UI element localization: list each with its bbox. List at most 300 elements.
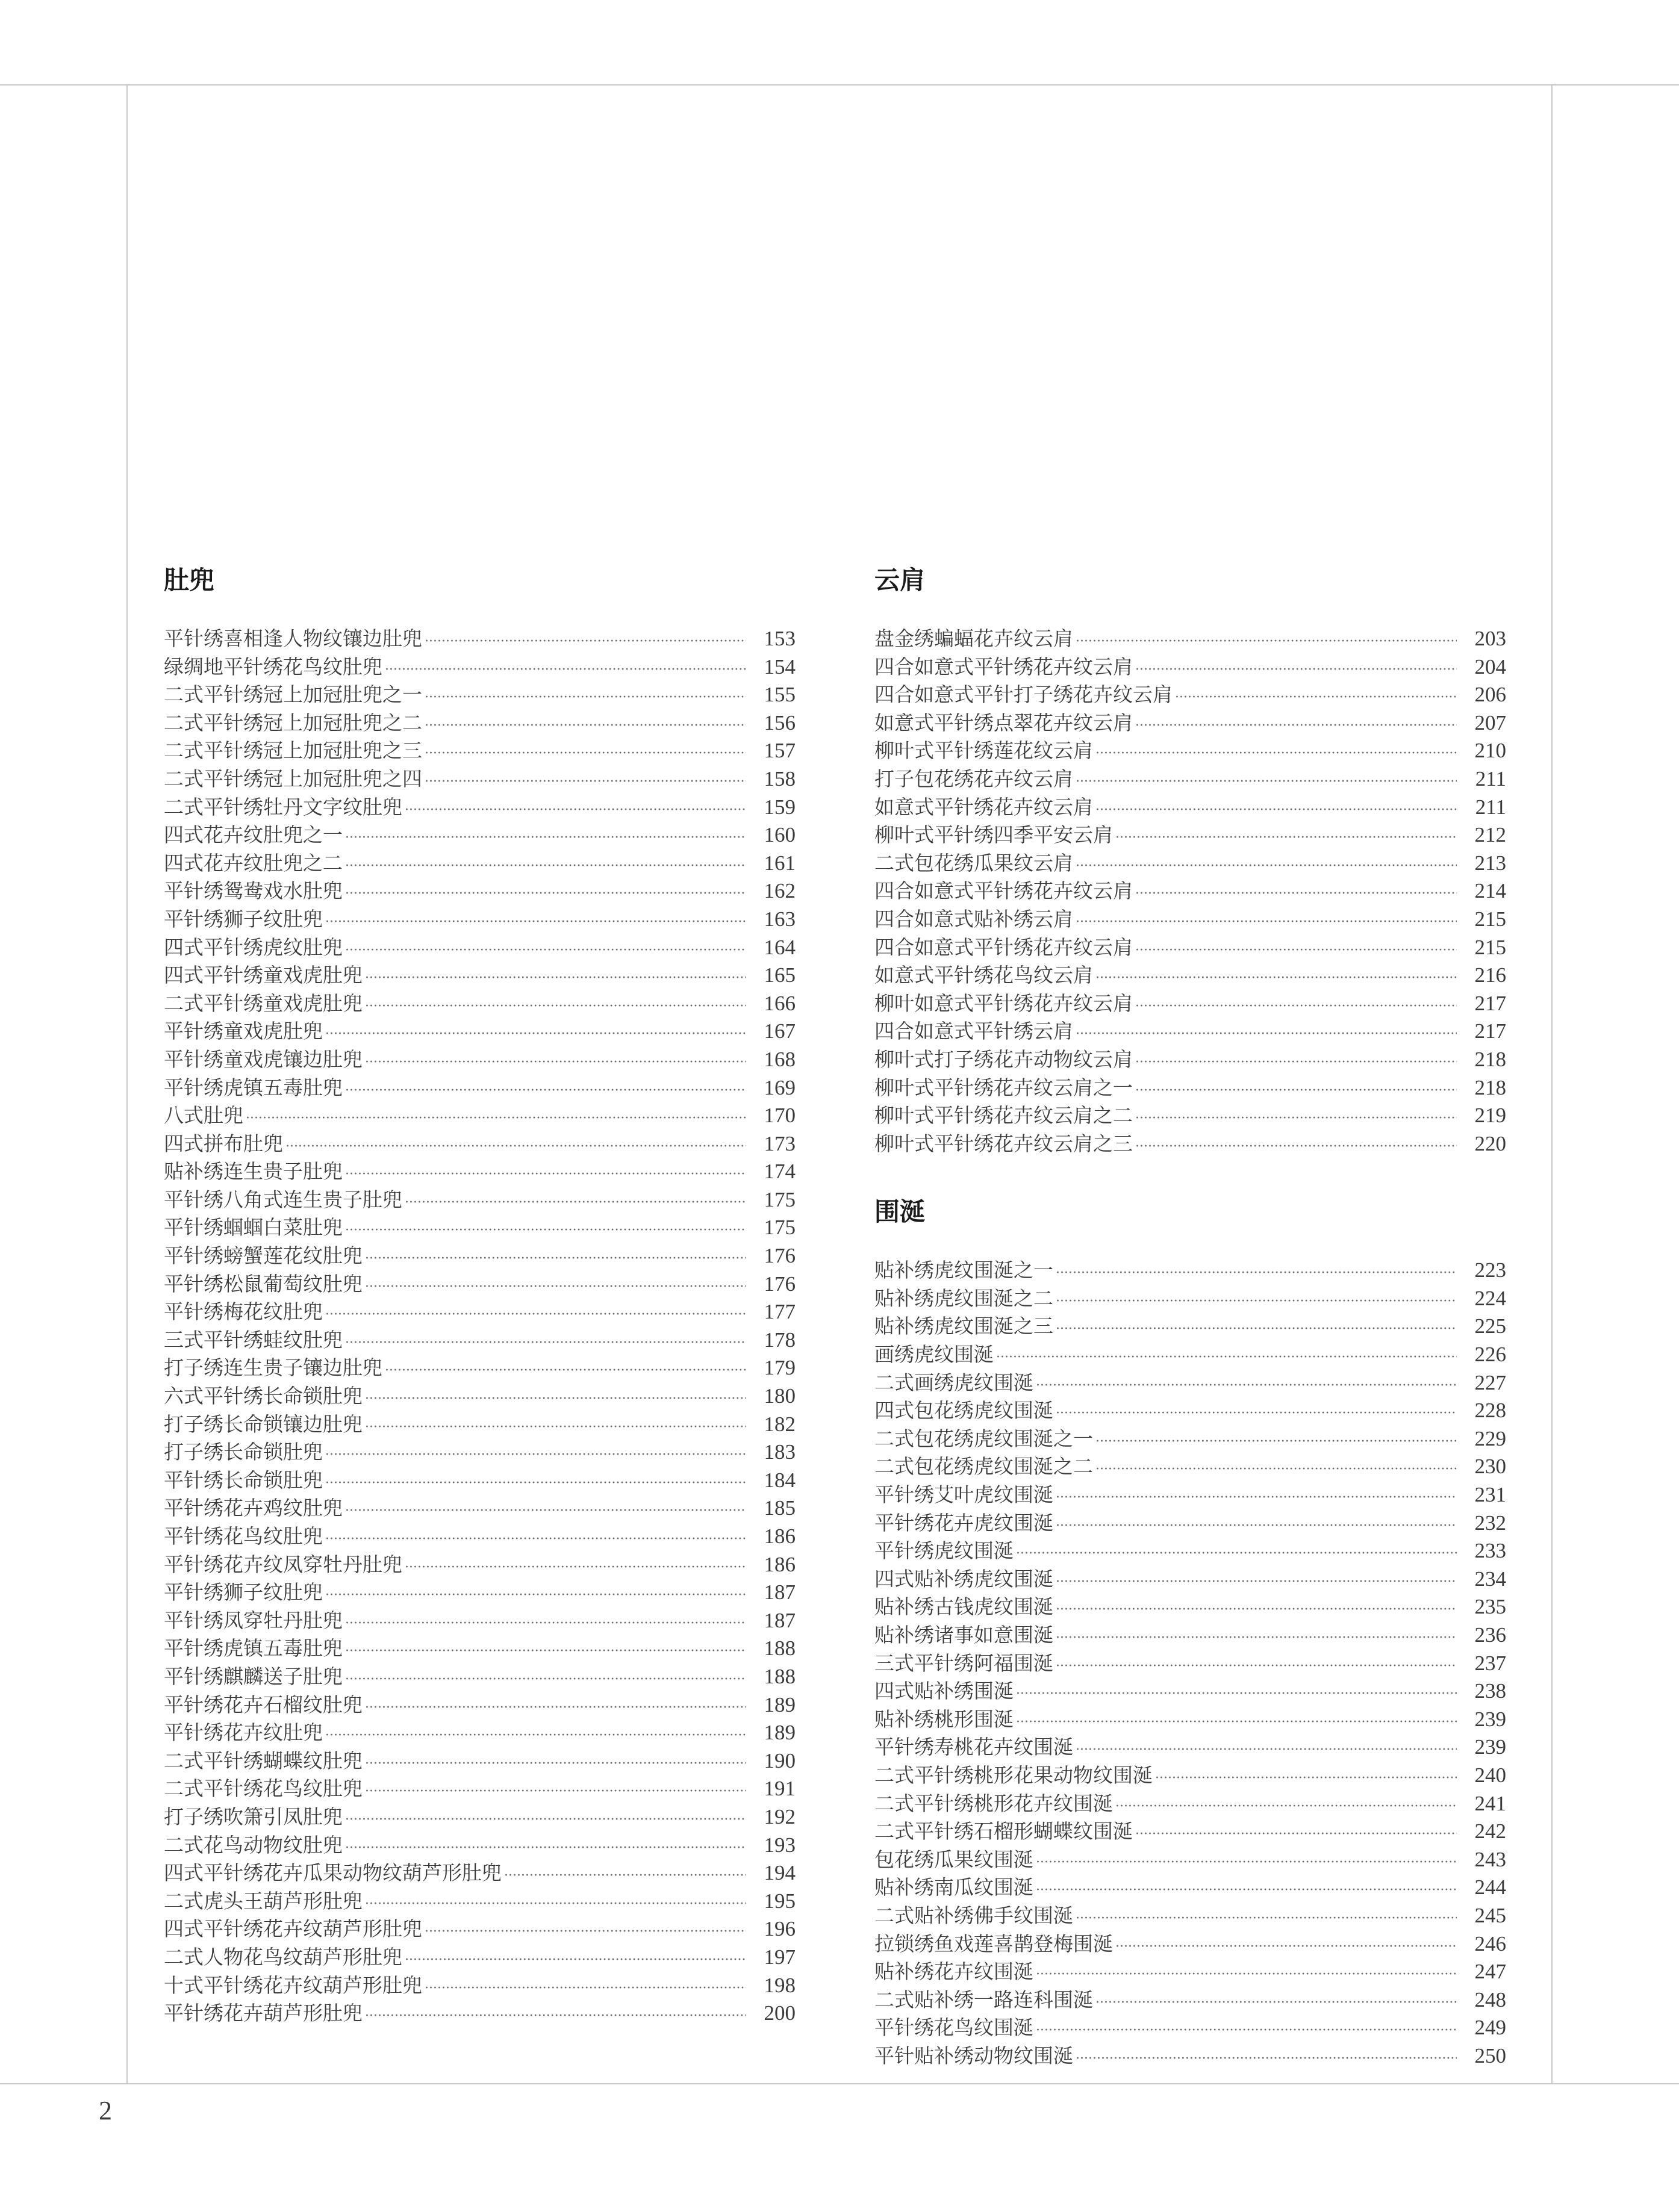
toc-entry-page: 155 [764,683,796,707]
toc-column-right [874,561,1506,2071]
toc-entry-page: 166 [764,991,796,1015]
toc-entry-page: 211 [1475,766,1506,791]
toc-entry-title: 平针绣麒麟送子肚兜 [164,1664,343,1688]
dot-leader [325,1722,746,1750]
left-margin-rule [126,84,128,2084]
toc-entry-page: 216 [1474,963,1506,987]
section-title: 肚兜 [164,565,215,595]
bottom-rule [0,2083,1679,2084]
section-title: 围涎 [874,1197,926,1227]
toc-entry-title: 平针绣狮子纹肚兜 [164,1580,323,1605]
toc-entry-title: 三式平针绣蛙纹肚兜 [164,1328,343,1352]
toc-entry [874,1762,1506,1790]
toc-entry [164,1719,796,1747]
toc-entry [874,1650,1506,1678]
toc-entry-page: 241 [1474,1791,1506,1815]
toc-entry-title: 平针绣松鼠葡萄纹肚兜 [164,1272,363,1296]
toc-entry-title: 平针绣花鸟纹围涎 [874,2016,1033,2040]
toc-entry-page: 182 [764,1412,796,1436]
toc-entry-title: 柳叶式平针绣莲花纹云肩 [874,739,1093,763]
toc-entry [164,962,796,990]
toc-entry [164,1326,796,1355]
dot-leader [365,1750,746,1779]
toc-entry [164,1017,796,1046]
toc-entry [874,1257,1506,1285]
toc-entry-page: 240 [1474,1763,1506,1787]
dot-leader [345,1666,746,1694]
dot-leader [325,1582,746,1610]
toc-entry [164,1438,796,1467]
dot-leader [1135,1049,1457,1077]
toc-entry-title: 二式平针绣石榴形蝴蝶纹围涎 [874,1819,1133,1844]
toc-entry-page: 180 [764,1384,796,1408]
toc-entry [164,1972,796,2000]
toc-entry-page: 223 [1474,1258,1506,1282]
toc-entry-page: 212 [1474,823,1506,847]
toc-entry-page: 186 [764,1524,796,1548]
toc-entry-title: 平针绣花卉虎纹围涎 [874,1511,1053,1535]
toc-entry [874,1593,1506,1621]
toc-entry-title: 四式拼布肚兜 [164,1131,283,1155]
toc-entry [874,1130,1506,1158]
dot-leader [365,1385,746,1414]
toc-entry-title: 贴补绣桃形围涎 [874,1707,1014,1731]
dot-leader [1076,1021,1457,1049]
toc-entry-title: 二式贴补绣一路连科围涎 [874,1987,1093,2012]
toc-entry [874,850,1506,878]
toc-entry [874,1313,1506,1341]
toc-entry-title: 二式贴补绣佛手纹围涎 [874,1903,1073,1927]
toc-entry [164,1747,796,1776]
toc-entry-list [874,1257,1506,2070]
dot-leader [1056,1596,1457,1624]
toc-entry-page: 163 [764,907,796,931]
toc-entry [874,1621,1506,1650]
dot-leader [365,1778,746,1806]
toc-entry-page: 250 [1474,2043,1506,2068]
dot-leader [1115,1793,1457,1821]
toc-entry-title: 四式平针绣花卉纹葫芦形肚兜 [164,1917,422,1941]
dot-leader [1036,1877,1457,1905]
toc-entry-page: 236 [1474,1623,1506,1647]
toc-entry [164,709,796,738]
toc-entry-page: 214 [1474,879,1506,903]
toc-entry-page: 231 [1474,1483,1506,1507]
toc-entry-page: 227 [1474,1370,1506,1394]
toc-entry-page: 176 [764,1244,796,1268]
toc-entry-page: 196 [764,1917,796,1941]
toc-entry [874,1102,1506,1130]
toc-entry-page: 167 [764,1019,796,1043]
toc-entry-page: 184 [764,1468,796,1492]
toc-entry [164,737,796,765]
toc-entry [164,1663,796,1691]
toc-entry-page: 237 [1474,1651,1506,1675]
toc-entry-page: 215 [1474,935,1506,959]
dot-leader [365,1245,746,1273]
dot-leader [1076,1905,1457,1933]
toc-entry-title: 二式虎头王葫芦形肚兜 [164,1889,363,1913]
toc-entry-title: 贴补绣诸事如意围涎 [874,1623,1053,1647]
toc-entry [164,1186,796,1214]
toc-entry [874,1046,1506,1074]
dot-leader [1056,1260,1457,1288]
toc-entry [874,1341,1506,1369]
toc-entry-title: 平针贴补绣动物纹围涎 [874,2043,1073,2068]
toc-entry-page: 161 [764,851,796,875]
toc-entry-page: 156 [764,710,796,735]
dot-leader [1135,1133,1457,1161]
dot-leader [1056,1316,1457,1344]
toc-entry-title: 如意式平针绣花卉纹云肩 [874,795,1093,819]
dot-leader [405,1554,746,1582]
toc-entry [874,934,1506,962]
dot-leader [365,1273,746,1302]
toc-entry [164,877,796,906]
toc-entry-title: 三式平针绣阿福围涎 [874,1651,1053,1675]
toc-entry [874,1930,1506,1959]
toc-entry-title: 二式包花绣瓜果纹云肩 [874,851,1073,875]
toc-entry-page: 200 [764,2001,796,2025]
toc-entry-title: 二式平针绣冠上加冠肚兜之三 [164,739,422,763]
dot-leader [425,712,746,741]
dot-leader [345,1610,746,1638]
toc-entry [164,1887,796,1916]
toc-entry [164,1298,796,1326]
toc-entry-page: 177 [764,1300,796,1324]
toc-section [874,1193,1506,2070]
dot-leader [345,1806,746,1835]
toc-entry-page: 188 [764,1636,796,1661]
dot-leader [325,1301,746,1329]
toc-entry [164,821,796,850]
toc-entry-title: 平针绣花鸟纹肚兜 [164,1524,323,1548]
dot-leader [1076,853,1457,881]
toc-entry [164,681,796,709]
toc-entry [874,1874,1506,1902]
toc-entry [874,1074,1506,1102]
toc-entry [164,1523,796,1551]
toc-entry-title: 平针绣花卉纹凤穿牡丹肚兜 [164,1552,402,1576]
toc-entry-title: 柳叶如意式平针绣花卉纹云肩 [874,991,1133,1015]
toc-entry [874,625,1506,653]
dot-leader [1056,1624,1457,1653]
toc-entry-page: 226 [1474,1343,1506,1367]
dot-leader [285,1133,746,1161]
dot-leader [1056,1288,1457,1316]
toc-entry-title: 平针绣长命锁肚兜 [164,1468,323,1492]
dot-leader [345,1217,746,1245]
toc-entry-title: 盘金绣蝙蝠花卉纹云肩 [874,627,1073,650]
toc-entry [874,906,1506,934]
toc-entry [164,1102,796,1130]
toc-entry-title: 平针绣花卉石榴纹肚兜 [164,1692,363,1716]
toc-entry-title: 二式平针绣冠上加冠肚兜之二 [164,710,422,735]
toc-entry [874,794,1506,822]
dot-leader [325,1441,746,1470]
toc-entry-page: 217 [1474,1019,1506,1043]
toc-entry [164,1943,796,1972]
toc-entry-page: 239 [1474,1735,1506,1759]
dot-leader [385,1357,746,1385]
toc-entry-title: 平针绣花卉鸡纹肚兜 [164,1496,343,1520]
toc-entry-title: 如意式平针绣花鸟纹云肩 [874,963,1093,987]
toc-entry-title: 四式平针绣花卉瓜果动物纹葫芦形肚兜 [164,1861,502,1885]
dot-leader [345,1161,746,1189]
toc-entry-page: 215 [1474,907,1506,931]
toc-entry-page: 246 [1474,1931,1506,1956]
toc-entry-page: 224 [1474,1286,1506,1310]
toc-entry-title: 四式平针绣虎纹肚兜 [164,935,343,959]
toc-entry [874,709,1506,738]
toc-entry-page: 164 [764,935,796,959]
toc-entry-title: 柳叶式平针绣花卉纹云肩之一 [874,1075,1133,1099]
toc-entry [164,1270,796,1299]
toc-entry-title: 如意式平针绣点翠花卉纹云肩 [874,710,1133,735]
dot-leader [1135,656,1457,685]
toc-entry-title: 贴补绣虎纹围涎之三 [874,1314,1053,1338]
toc-entry-page: 192 [764,1804,796,1828]
toc-entry [164,990,796,1018]
dot-leader [1095,797,1457,825]
toc-entry-title: 四式花卉纹肚兜之一 [164,823,343,847]
toc-entry-title: 二式平针绣冠上加冠肚兜之一 [164,683,422,707]
toc-entry-title: 平针绣虎镇五毒肚兜 [164,1075,343,1099]
toc-entry-page: 169 [764,1075,796,1099]
toc-column-left [164,561,796,2028]
toc-entry [164,1691,796,1720]
dot-leader [1056,1400,1457,1428]
toc-entry-title: 二式人物花鸟纹葫芦形肚兜 [164,1945,402,1969]
dot-leader [1095,1456,1457,1484]
toc-entry [164,1999,796,2028]
dot-leader [1076,628,1457,656]
dot-leader [385,656,746,685]
toc-entry-page: 247 [1474,1960,1506,1984]
dot-leader [1135,1105,1457,1133]
toc-entry-title: 贴补绣连生贵子肚兜 [164,1160,343,1184]
toc-entry [874,1986,1506,2015]
toc-entry-title: 平针绣八角式连生贵子肚兜 [164,1187,402,1211]
dot-leader [1036,2017,1457,2045]
toc-entry-page: 178 [764,1328,796,1352]
toc-entry [164,1859,796,1887]
toc-entry-title: 四式贴补绣虎纹围涎 [874,1567,1053,1591]
dot-leader [425,628,746,656]
toc-entry [874,877,1506,906]
toc-entry-page: 218 [1474,1075,1506,1099]
toc-entry-title: 打子绣长命锁镶边肚兜 [164,1412,363,1436]
toc-entry-title: 贴补绣虎纹围涎之一 [874,1258,1053,1282]
dot-leader [345,880,746,909]
toc-entry [874,990,1506,1018]
toc-entry-page: 243 [1474,1847,1506,1871]
toc-entry-page: 235 [1474,1595,1506,1619]
toc-entry [874,1902,1506,1930]
toc-entry-title: 绿绸地平针绣花鸟纹肚兜 [164,654,382,679]
toc-entry-title: 平针绣寿桃花卉纹围涎 [874,1735,1073,1759]
toc-entry [874,2014,1506,2042]
dot-leader [325,1021,746,1049]
toc-entry [164,1831,796,1860]
dot-leader [345,1638,746,1666]
dot-leader [1036,1849,1457,1877]
toc-entry-page: 175 [764,1187,796,1211]
dot-leader [1056,1653,1457,1681]
dot-leader [365,1890,746,1919]
dot-leader [325,1526,746,1554]
dot-leader [1115,824,1457,853]
dot-leader [405,797,746,825]
toc-entry-page: 170 [764,1104,796,1128]
toc-entry-title: 二式画绣虎纹围涎 [874,1370,1033,1394]
dot-leader [405,1946,746,1975]
toc-entry-page: 213 [1474,851,1506,875]
toc-entry-list [164,625,796,2028]
dot-leader [1135,1077,1457,1105]
toc-entry-title: 平针绣虎镇五毒肚兜 [164,1636,343,1661]
toc-entry-page: 168 [764,1047,796,1071]
toc-entry [874,765,1506,794]
dot-leader [1095,740,1457,768]
dot-leader [325,1470,746,1498]
toc-entry-page: 228 [1474,1399,1506,1423]
toc-entry-title: 柳叶式平针绣四季平安云肩 [874,823,1113,847]
dot-leader [1135,993,1457,1021]
toc-entry-page: 210 [1474,739,1506,763]
toc-entry-page: 153 [764,627,796,650]
toc-entry [164,906,796,934]
toc-entry-page: 175 [764,1216,796,1240]
toc-entry [164,1046,796,1074]
toc-entry [164,1494,796,1523]
toc-entry [874,1706,1506,1734]
dot-leader [425,740,746,768]
toc-entry [874,1509,1506,1538]
toc-entry-page: 185 [764,1496,796,1520]
toc-entry [874,962,1506,990]
dot-leader [325,909,746,937]
toc-entry [874,1397,1506,1425]
dot-leader [1036,1372,1457,1400]
toc-entry [874,1537,1506,1565]
toc-entry-title: 平针绣花卉葫芦形肚兜 [164,2001,363,2025]
toc-entry-title: 四合如意式贴补绣云肩 [874,907,1073,931]
toc-entry [874,1818,1506,1846]
toc-entry-page: 189 [764,1721,796,1745]
dot-leader [425,1975,746,2003]
dot-leader [1135,712,1457,741]
dot-leader [1076,1736,1457,1765]
toc-entry [164,1242,796,1270]
toc-entry-title: 贴补绣古钱虎纹围涎 [874,1595,1053,1619]
toc-entry-page: 193 [764,1833,796,1857]
toc-entry [874,1017,1506,1046]
toc-entry [874,1425,1506,1453]
toc-entry-page: 232 [1474,1511,1506,1535]
toc-entry-page: 203 [1474,627,1506,650]
dot-leader [1016,1680,1457,1709]
dot-leader [365,993,746,1021]
toc-entry [874,1285,1506,1313]
toc-entry-title: 包花绣瓜果纹围涎 [874,1847,1033,1871]
toc-entry-page: 190 [764,1748,796,1772]
toc-entry [874,1677,1506,1706]
toc-entry-page: 198 [764,1973,796,1997]
toc-entry-title: 平针绣螃蟹莲花纹肚兜 [164,1244,363,1268]
toc-entry-page: 194 [764,1861,796,1885]
toc-entry-title: 四式贴补绣围涎 [874,1679,1014,1703]
toc-entry [164,625,796,653]
toc-entry-title: 六式平针绣长命锁肚兜 [164,1384,363,1408]
toc-entry-title: 平针绣虎纹围涎 [874,1539,1014,1563]
toc-entry [164,1607,796,1635]
dot-leader [425,768,746,797]
toc-entry-title: 打子包花绣花卉纹云肩 [874,766,1073,791]
dot-leader [1076,768,1457,797]
toc-entry [164,1579,796,1607]
toc-entry-title: 二式平针绣童戏虎肚兜 [164,991,363,1015]
toc-entry-page: 197 [764,1945,796,1969]
toc-entry-title: 打子绣吹箫引凤肚兜 [164,1804,343,1828]
toc-entry [164,765,796,794]
toc-entry-page: 176 [764,1272,796,1296]
dot-leader [1135,1821,1457,1849]
toc-entry-page: 173 [764,1131,796,1155]
dot-leader [365,1414,746,1442]
toc-entry [874,1733,1506,1762]
toc-entry [874,737,1506,765]
toc-entry-page: 248 [1474,1987,1506,2012]
dot-leader [1175,684,1457,712]
toc-entry [164,1382,796,1411]
toc-entry [164,1467,796,1495]
toc-entry-page: 179 [764,1356,796,1380]
toc-entry-page: 234 [1474,1567,1506,1591]
right-margin-rule [1551,84,1553,2084]
toc-entry [164,1551,796,1579]
toc-entry-page: 186 [764,1552,796,1576]
toc-entry-page: 207 [1474,710,1506,735]
toc-entry-title: 柳叶式平针绣花卉纹云肩之三 [874,1131,1133,1155]
toc-entry-page: 249 [1474,2016,1506,2040]
toc-entry-title: 二式平针绣蝴蝶纹肚兜 [164,1748,363,1772]
dot-leader [1056,1568,1457,1597]
dot-leader [425,1918,746,1946]
toc-entry [164,1130,796,1158]
toc-entry-title: 二式平针绣桃形花卉纹围涎 [874,1791,1113,1815]
toc-entry-title: 平针绣狮子纹肚兜 [164,907,323,931]
toc-entry-title: 十式平针绣花卉纹葫芦形肚兜 [164,1973,422,1997]
toc-entry-title: 平针绣蝈蝈白菜肚兜 [164,1216,343,1240]
dot-leader [1095,1989,1457,2018]
toc-entry-title: 四式花卉纹肚兜之二 [164,851,343,875]
toc-entry-page: 154 [764,654,796,679]
dot-leader [1155,1765,1457,1793]
toc-entry-title: 画绣虎纹围涎 [874,1343,994,1367]
dot-leader [365,2002,746,2031]
toc-entry-page: 162 [764,879,796,903]
toc-entry-page: 165 [764,963,796,987]
toc-entry-title: 四合如意式平针绣花卉纹云肩 [874,654,1133,679]
toc-entry [874,1369,1506,1397]
toc-entry-page: 187 [764,1608,796,1632]
dot-leader [1016,1709,1457,1737]
toc-entry-page: 218 [1474,1047,1506,1071]
toc-entry-title: 平针绣童戏虎肚兜 [164,1019,323,1043]
toc-entry-title: 四合如意式平针打子绣花卉纹云肩 [874,683,1173,707]
toc-entry-title: 平针绣梅花纹肚兜 [164,1300,323,1324]
